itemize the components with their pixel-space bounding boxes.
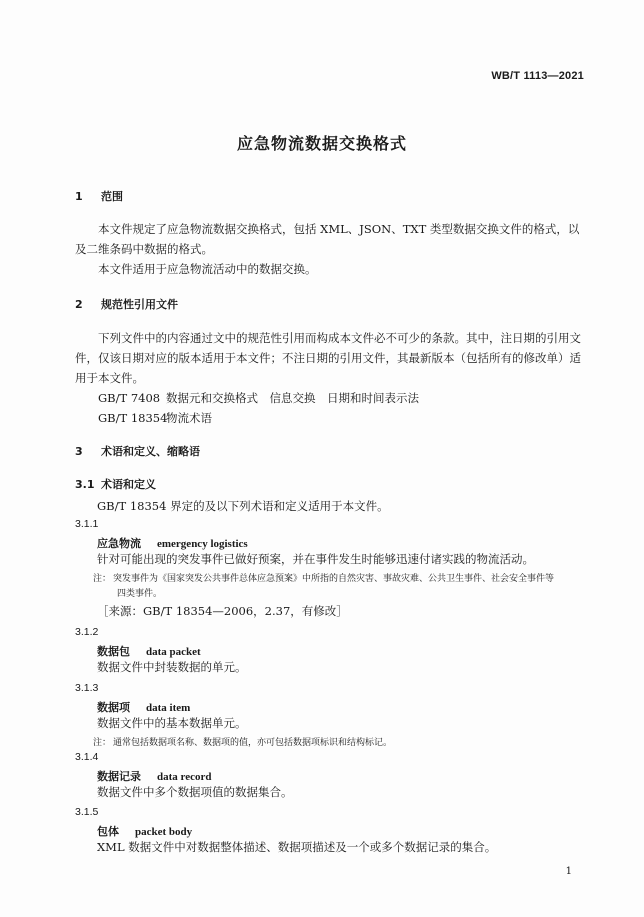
term-definition: 数据文件中多个数据项值的数据集合。 bbox=[97, 785, 293, 799]
term-name-en: data packet bbox=[146, 646, 201, 658]
reference-item bbox=[98, 408, 212, 428]
term-number: 3.1.2 bbox=[75, 626, 99, 638]
reference-name: 数据元和交换格式 信息交换 日期和时间表示法 bbox=[166, 391, 419, 405]
term-name-en: data record bbox=[157, 771, 212, 783]
scope-paragraph: 本文件规定了应急物流数据交换格式，包括 XML、JSON、TXT 类型数据交换文件的格式，以及二维条码中数据的格式。 bbox=[75, 222, 580, 256]
reference-item bbox=[98, 388, 419, 408]
section-heading-scope bbox=[75, 188, 123, 204]
section-title: 规范性引用文件 bbox=[101, 298, 178, 311]
term-number: 3.1.5 bbox=[75, 806, 99, 818]
term-definition: 数据文件中封装数据的单元。 bbox=[97, 660, 247, 674]
section-heading-terms bbox=[75, 443, 200, 459]
term-name-en: emergency logistics bbox=[157, 538, 248, 550]
term-name-zh: 数据包 bbox=[97, 645, 130, 658]
term-definition: 针对可能出现的突发事件已做好预案，并在事件发生时能够迅速付诸实践的物流活动。 bbox=[97, 552, 534, 566]
term-number: 3.1.1 bbox=[75, 518, 99, 530]
section-title: 范围 bbox=[101, 190, 123, 203]
note-label: 注： bbox=[93, 738, 112, 748]
term-number: 3.1.3 bbox=[75, 682, 99, 694]
term-note-continuation: 四类事件。 bbox=[117, 589, 163, 599]
reference-code: GB/T 18354 bbox=[98, 411, 168, 425]
note-label: 注： bbox=[93, 574, 112, 584]
note-text: 通常包括数据项名称、数据项的值，亦可包括数据项标识和结构标记。 bbox=[113, 738, 393, 748]
subsection-title: 术语和定义 bbox=[101, 478, 156, 491]
section-number: 1 bbox=[75, 190, 83, 203]
term-name-zh: 数据记录 bbox=[97, 770, 141, 783]
section-heading-normative-references bbox=[75, 296, 178, 312]
term-definition: 数据文件中的基本数据单元。 bbox=[97, 716, 247, 730]
reference-name: 物流术语 bbox=[166, 411, 212, 425]
term-source: ［来源：GB/T 18354—2006，2.37，有修改］ bbox=[97, 604, 348, 618]
term-definition: XML 数据文件中对数据整体描述、数据项描述及一个或多个数据记录的集合。 bbox=[97, 840, 497, 854]
document-title: 应急物流数据交换格式 bbox=[236, 134, 407, 153]
standard-code: WB/T 1113—2021 bbox=[491, 70, 584, 82]
term-number: 3.1.4 bbox=[75, 751, 99, 763]
section-title: 术语和定义、缩略语 bbox=[101, 445, 200, 458]
note-text: 突发事件为《国家突发公共事件总体应急预案》中所指的自然灾害、事故灾难、公共卫生事件、社会安全事件等 bbox=[113, 574, 555, 584]
section-number: 2 bbox=[75, 298, 83, 311]
term-name-zh: 包体 bbox=[97, 825, 119, 838]
section-number: 3 bbox=[75, 445, 83, 458]
term-name-zh: 数据项 bbox=[97, 701, 130, 714]
term-name-en: data item bbox=[146, 702, 191, 714]
terms-intro-text: GB/T 18354 界定的及以下列术语和定义适用于本文件。 bbox=[97, 499, 389, 513]
references-intro-paragraph: 下列文件中的内容通过文中的规范性引用而构成本文件必不可少的条款。其中，注日期的引用文件，仅该日期对应的版本适用于本文件；不注日期的引用文件，其最新版本（包括所有的修改单）适用于本文件。 bbox=[75, 331, 581, 385]
term-name-en: packet body bbox=[135, 826, 193, 838]
reference-code: GB/T 7408 bbox=[98, 391, 161, 405]
term-note bbox=[93, 572, 593, 587]
scope-paragraph: 本文件适用于应急物流活动中的数据交换。 bbox=[98, 262, 317, 276]
subsection-heading-terms-definitions bbox=[75, 476, 156, 492]
subsection-number: 3.1 bbox=[75, 478, 95, 491]
term-name-zh: 应急物流 bbox=[97, 537, 141, 550]
term-note bbox=[93, 736, 593, 751]
page-number: 1 bbox=[565, 866, 572, 877]
